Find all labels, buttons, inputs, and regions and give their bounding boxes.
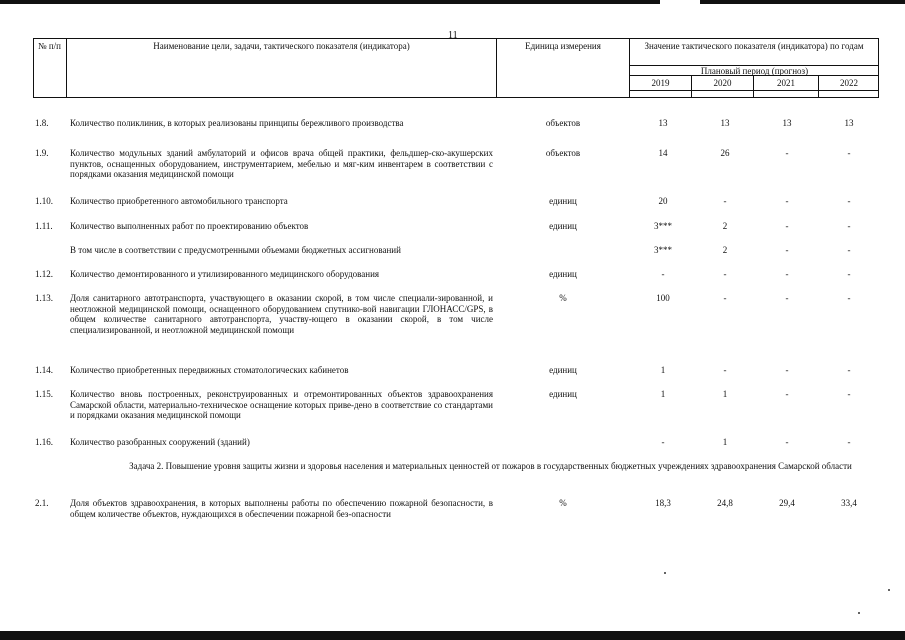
indicator-name: Доля объектов здравоохранения, в которых выполнены работы по обеспечению пожарной безопасности, в общем количестве объектов, нуждающихся в обеспечении пожарной без-опасности xyxy=(70,498,493,519)
unit: единиц xyxy=(549,389,577,399)
unit: единиц xyxy=(549,221,577,231)
value-2021: - xyxy=(785,365,789,375)
row-number: 1.13. xyxy=(35,293,53,303)
value-2022: - xyxy=(847,269,851,279)
value-2019: 18,3 xyxy=(655,498,671,508)
row-number: 2.1. xyxy=(35,498,49,508)
unit: единиц xyxy=(549,269,577,279)
value-2019: 14 xyxy=(658,148,668,158)
row-number: 1.14. xyxy=(35,365,53,375)
row-number: 1.12. xyxy=(35,269,53,279)
scan-speck xyxy=(664,572,666,574)
value-2019: 20 xyxy=(658,196,668,206)
value-2022: - xyxy=(847,196,851,206)
header-name: Наименование цели, задачи, тактического показателя (индикатора) xyxy=(153,41,410,51)
header-year: 2020 xyxy=(713,78,732,88)
value-2020: 13 xyxy=(720,118,730,128)
value-2022: - xyxy=(847,148,851,158)
scan-speck xyxy=(858,612,860,614)
value-2020: 26 xyxy=(720,148,730,158)
row-number: 1.15. xyxy=(35,389,53,399)
value-2022: - xyxy=(847,437,851,447)
indicator-name: Количество вновь построенных, реконструированных и отремонтированных объектов здравоохранения Самарской области, материально-техническое оснащение которых приве-дено в соответствие со стандартами и порядками оказания медицинской помощи xyxy=(70,389,493,420)
value-2019: 13 xyxy=(658,118,668,128)
unit: объектов xyxy=(545,118,581,128)
header-planned-period: Плановый период (прогноз) xyxy=(700,66,809,76)
indicator-name: Количество приобретенных передвижных стоматологических кабинетов xyxy=(70,365,349,375)
unit: единиц xyxy=(549,196,577,206)
value-2021: - xyxy=(785,148,789,158)
value-2020: - xyxy=(723,293,727,303)
value-2021: - xyxy=(785,269,789,279)
value-2020: - xyxy=(723,365,727,375)
value-2022: 13 xyxy=(844,118,854,128)
value-2022: - xyxy=(847,293,851,303)
value-2019: - xyxy=(661,437,665,447)
row-number: 1.16. xyxy=(35,437,53,447)
value-2019: 1 xyxy=(660,365,666,375)
value-2022: - xyxy=(847,221,851,231)
unit: % xyxy=(559,293,567,303)
value-2021: - xyxy=(785,245,789,255)
value-2021: 29,4 xyxy=(779,498,795,508)
value-2022: 33,4 xyxy=(841,498,857,508)
value-2021: - xyxy=(785,221,789,231)
value-2020: - xyxy=(723,196,727,206)
header-year: 2021 xyxy=(777,78,795,88)
value-2021: - xyxy=(785,293,789,303)
value-2019: - xyxy=(661,269,665,279)
unit: единиц xyxy=(549,365,577,375)
page-number: 11 xyxy=(448,30,458,41)
value-2022: - xyxy=(847,245,851,255)
value-2020: 1 xyxy=(722,389,728,399)
value-2020: 2 xyxy=(722,245,728,255)
indicator-name: Количество демонтированного и утилизированного медицинского оборудования xyxy=(70,269,380,279)
row-number: 1.11. xyxy=(35,221,53,231)
indicator-name: Количество выполненных работ по проектированию объектов xyxy=(70,221,309,231)
header-year: 2019 xyxy=(651,78,670,88)
header-values: Значение тактического показателя (индикатора) по годам xyxy=(644,41,864,51)
value-2020: 2 xyxy=(722,221,728,231)
scan-bottom-border xyxy=(0,631,905,640)
value-2022: - xyxy=(847,365,851,375)
value-2020: - xyxy=(723,269,727,279)
value-2019: 3*** xyxy=(654,245,672,255)
unit: объектов xyxy=(545,148,581,158)
value-2020: 24,8 xyxy=(717,498,733,508)
scan-speck xyxy=(888,589,890,591)
header-year: 2022 xyxy=(840,78,858,88)
row-number: 1.10. xyxy=(35,196,53,206)
row-number: 1.9. xyxy=(35,148,49,158)
value-2021: - xyxy=(785,437,789,447)
indicator-name: Доля санитарного автотранспорта, участвующего в оказании скорой, в том числе специали-зированной, и неотложной медицинской помощи, оснащенного оборудованием спутнико-вой навигации ГЛОНАСС/GPS, в общем количестве санитарного автотранспорта, участву-ющего в оказании скорой, в том числе специализированной, и неотложной медицинской помощи xyxy=(70,293,493,335)
row-number: 1.8. xyxy=(35,118,49,128)
task-heading: Задача 2. Повышение уровня защиты жизни и здоровья населения и материальных ценностей от пожаров в государственных бюджетных учреждениях здравоохранения Самарской области xyxy=(129,461,852,471)
indicator-name: Количество приобретенного автомобильного транспорта xyxy=(70,196,288,206)
header-num: № п/п xyxy=(38,41,61,51)
value-2021: - xyxy=(785,389,789,399)
value-2019: 3*** xyxy=(654,221,672,231)
indicator-name: В том числе в соответствии с предусмотренными объемами бюджетных ассигнований xyxy=(70,245,401,255)
indicator-name: Количество поликлиник, в которых реализованы принципы бережливого производства xyxy=(70,118,404,128)
value-2022: - xyxy=(847,389,851,399)
value-2019: 1 xyxy=(660,389,666,399)
indicator-name: Количество разобранных сооружений (зданий) xyxy=(70,437,250,447)
value-2021: 13 xyxy=(782,118,792,128)
indicator-name: Количество модульных зданий амбулаторий и офисов врача общей практики, фельдшер-ско-акушерских пунктов, оснащенных оборудованием, инструментарием, мебелью и мяг-ким инвентарем в соответствии с порядками оказания медицинской помощи xyxy=(70,148,493,179)
value-2021: - xyxy=(785,196,789,206)
unit: % xyxy=(559,498,567,508)
value-2020: 1 xyxy=(722,437,728,447)
table-header xyxy=(33,38,879,98)
value-2019: 100 xyxy=(656,293,670,303)
scan-top-border xyxy=(0,0,905,4)
header-unit: Единица измерения xyxy=(525,41,601,51)
